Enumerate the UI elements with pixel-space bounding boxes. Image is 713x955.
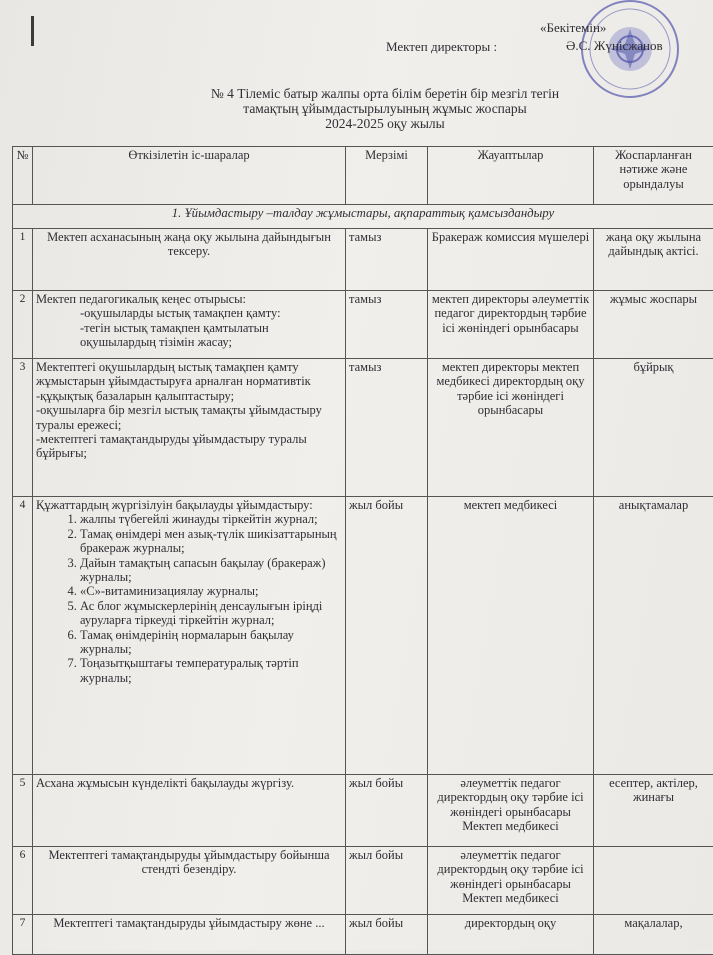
row-event: Мектептегі тамақтандыруды ұйымдастыру бойынша стендті безендіру. — [33, 847, 346, 915]
document-title — [150, 86, 620, 131]
row-num: 5 — [13, 775, 33, 847]
list-item: 5. Ас блог жұмыскерлерінің денсаулығын іріңді ауруларға тіркеуді тіркейтін журнал; — [80, 599, 342, 628]
row-num: 1 — [13, 229, 33, 291]
row-num: 3 — [13, 359, 33, 497]
row-num: 2 — [13, 291, 33, 359]
table-header-row — [13, 147, 713, 205]
table-row — [13, 497, 713, 775]
row-responsible: мектеп директоры мектеп медбикесі директордың оқу тәрбие ісі жөніндегі орынбасары — [428, 359, 594, 497]
journal-list — [36, 512, 342, 685]
table-row — [13, 847, 713, 915]
row-event: Асхана жұмысын күнделікті бақылауды жүргізу. — [33, 775, 346, 847]
row-responsible: директордың оқу — [428, 915, 594, 955]
row-event-sub: -оқушыларды ыстық тамақпен қамту: — [36, 306, 342, 320]
row-event: Мектеп асханасының жаңа оқу жылына дайындығын тексеру. — [33, 229, 346, 291]
approval-heading: «Бекітемін» — [540, 20, 606, 36]
header-event: Өткізілетін іс-шаралар — [33, 147, 346, 205]
row-event-sub: -оқушыларға бір мезгіл ыстық тамақты ұйымдастыру туралы ережесі; — [36, 403, 342, 432]
table-row — [13, 291, 713, 359]
header-num: № — [13, 147, 33, 205]
row-event-sub: -тегін ыстық тамақпен қамтылатын оқушылардың тізімін жасау; — [36, 321, 342, 350]
section-row — [13, 205, 713, 229]
row-event — [33, 291, 346, 359]
row-term: тамыз — [346, 359, 428, 497]
row-responsible: әлеуметтік педагог директордың оқу тәрбие ісі жөніндегі орынбасары Мектеп медбикесі — [428, 847, 594, 915]
title-line-1: № 4 Тілеміс батыр жалпы орта білім беретін бір мезгіл тегін — [150, 86, 620, 101]
row-term: тамыз — [346, 229, 428, 291]
row-result: жұмыс жоспары — [594, 291, 713, 359]
margin-mark — [31, 16, 34, 46]
row-num: 4 — [13, 497, 33, 775]
list-item: 3. Дайын тамақтың сапасын бақылау (бракераж) журналы; — [80, 556, 342, 585]
row-term: тамыз — [346, 291, 428, 359]
list-item: 2. Тамақ өнімдері мен азық-түлік шикізаттарының бракераж журналы; — [80, 527, 342, 556]
row-event — [33, 497, 346, 775]
row-result — [594, 847, 713, 915]
list-item: 1. жалпы түбегейлі жинауды тіркейтін журнал; — [80, 512, 342, 526]
row-result: анықтамалар — [594, 497, 713, 775]
title-line-3: 2024-2025 оқу жылы — [150, 116, 620, 131]
title-line-2: тамақтың ұйымдастырылуының жұмыс жоспары — [150, 101, 620, 116]
row-term: жыл бойы — [346, 775, 428, 847]
row-event — [33, 359, 346, 497]
row-event-main: Мектептегі оқушылардың ыстық тамақпен қамту жұмыстарын ұйымдастыруға арналған нормативтік — [36, 360, 342, 389]
table-row — [13, 359, 713, 497]
section-title: 1. Ұйымдастыру –талдау жұмыстары, ақпараттық қамсыздандыру — [13, 205, 713, 229]
row-term: жыл бойы — [346, 915, 428, 955]
list-item: 6. Тамақ өнімдерінің нормаларын бақылау журналы; — [80, 628, 342, 657]
row-responsible: Бракераж комиссия мүшелері — [428, 229, 594, 291]
header-term: Мерзімі — [346, 147, 428, 205]
row-result: есептер, актілер, жинағы — [594, 775, 713, 847]
row-event-main: Мектеп педагогикалық кеңес отырысы: — [36, 292, 342, 306]
row-event-sub: -құқықтық базаларын қалыптастыру; — [36, 389, 342, 403]
row-result: жаңа оқу жылына дайындық актісі. — [594, 229, 713, 291]
row-num: 7 — [13, 915, 33, 955]
row-event-main: Құжаттардың жүргізілуін бақылауды ұйымдастыру: — [36, 498, 342, 512]
row-responsible: әлеуметтік педагог директордың оқу тәрбие ісі жөніндегі орынбасары Мектеп медбикесі — [428, 775, 594, 847]
row-responsible: мектеп медбикесі — [428, 497, 594, 775]
row-event-sub: -мектептегі тамақтандыруды ұйымдастыру туралы бұйрығы; — [36, 432, 342, 461]
header-result: Жоспарланған нәтиже және орындалуы — [594, 147, 713, 205]
table-row — [13, 229, 713, 291]
director-label: Мектеп директоры : — [386, 39, 497, 55]
director-name: Ә.С. Жүнісжанов — [566, 38, 663, 54]
row-result: мақалалар, — [594, 915, 713, 955]
row-num: 6 — [13, 847, 33, 915]
header-responsible: Жауаптылар — [428, 147, 594, 205]
list-item: 7. Тоңазытқыштағы температуралық тәртіп журналы; — [80, 656, 342, 685]
row-result: бұйрық — [594, 359, 713, 497]
plan-table — [12, 146, 713, 955]
table-row — [13, 775, 713, 847]
row-responsible: мектеп директоры әлеуметтік педагог директордың тәрбие ісі жөніндегі орынбасары — [428, 291, 594, 359]
list-item: 4. «С»-витаминизациялау журналы; — [80, 584, 342, 598]
row-term: жыл бойы — [346, 847, 428, 915]
row-term: жыл бойы — [346, 497, 428, 775]
row-event: Мектептегі тамақтандыруды ұйымдастыру жөне ... — [33, 915, 346, 955]
table-row — [13, 915, 713, 955]
